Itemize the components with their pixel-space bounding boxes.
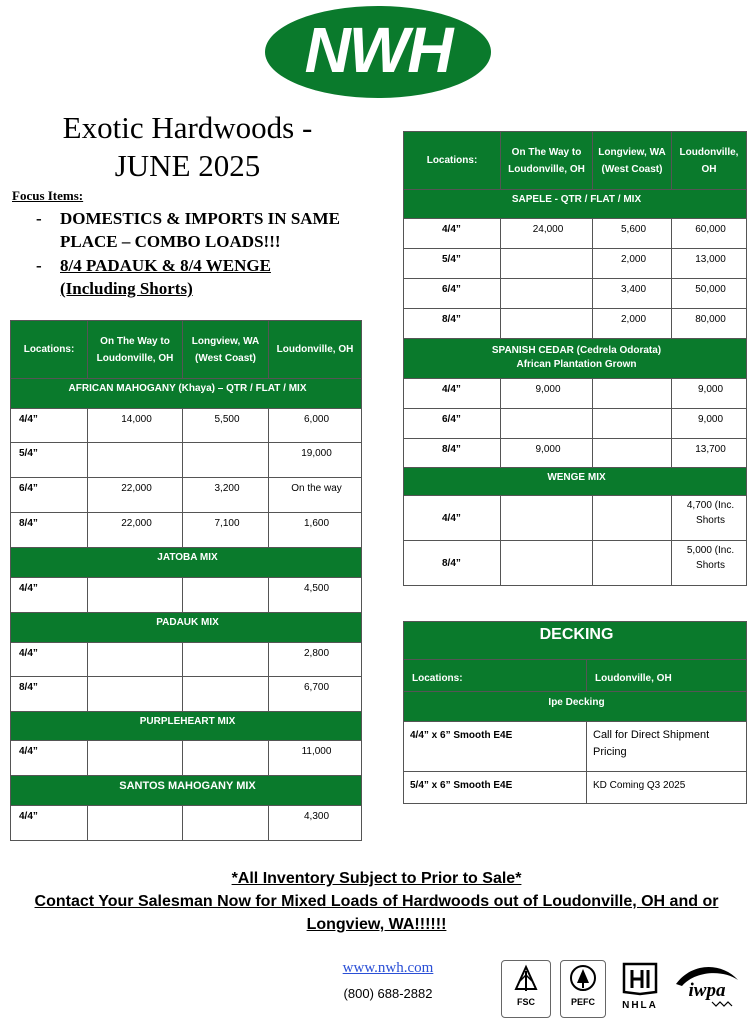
cell-loudonville: 13,700 <box>672 439 747 468</box>
col-header-on-the-way: On The Way to Loudonville, OH <box>501 132 593 190</box>
cell-longview: 2,000 <box>593 249 672 279</box>
focus-item-2-line2: (Including Shorts) <box>60 279 193 298</box>
focus-item-1-line2: PLACE – COMBO LOADS!!! <box>60 232 281 251</box>
cell-longview <box>593 496 672 541</box>
pefc-tree-icon <box>561 961 605 995</box>
row-size: 5/4” <box>11 443 88 478</box>
cell-longview: 3,400 <box>593 279 672 309</box>
cell-longview <box>183 741 269 776</box>
table-row <box>404 279 747 309</box>
table-row <box>11 806 362 841</box>
cell-loudonville: 13,000 <box>672 249 747 279</box>
cell-on-the-way: 14,000 <box>88 409 183 443</box>
section-sapele: SAPELE - QTR / FLAT / MIX <box>404 190 747 219</box>
row-size: 4/4” <box>11 741 88 776</box>
iwpa-label: iwpa <box>688 980 726 1001</box>
col-header-loudonville: Loudonville, OH <box>672 132 747 190</box>
row-size: 8/4” <box>11 677 88 712</box>
decking-location: Loudonville, OH <box>587 660 747 692</box>
decking-header-row <box>404 660 747 692</box>
cell-on-the-way: 9,000 <box>501 439 593 468</box>
focus-item-2-line1: 8/4 PADAUK & 8/4 WENGE <box>60 256 271 275</box>
table-row <box>404 409 747 439</box>
row-size: 5/4” <box>404 249 501 279</box>
cell-on-the-way <box>88 806 183 841</box>
cell-on-the-way <box>88 643 183 677</box>
table-row <box>11 478 362 513</box>
cell-loudonville: 4,300 <box>269 806 362 841</box>
cell-on-the-way <box>501 279 593 309</box>
cell-on-the-way: 22,000 <box>88 513 183 548</box>
row-size: 4/4” <box>11 578 88 613</box>
cell-on-the-way <box>88 578 183 613</box>
cell-longview <box>183 677 269 712</box>
cell-loudonville: 6,000 <box>269 409 362 443</box>
section-ipe-decking: Ipe Decking <box>404 692 747 722</box>
row-size: 4/4” <box>11 643 88 677</box>
row-size: 4/4” <box>11 806 88 841</box>
col-header-on-the-way: On The Way to Loudonville, OH <box>88 321 183 379</box>
cell-on-the-way: 22,000 <box>88 478 183 513</box>
table-row <box>404 496 747 541</box>
cell-longview: 5,600 <box>593 219 672 249</box>
decking-table <box>403 621 747 804</box>
cell-loudonville: 60,000 <box>672 219 747 249</box>
section-wenge: WENGE MIX <box>404 468 747 496</box>
table-row <box>11 513 362 548</box>
cell-longview <box>183 643 269 677</box>
cell-longview <box>593 409 672 439</box>
section-padauk: PADAUK MIX <box>11 613 362 643</box>
cell-longview: 7,100 <box>183 513 269 548</box>
notice-contact-line2: Longview, WA!!!!!! <box>306 916 447 933</box>
fsc-tree-icon <box>502 961 550 995</box>
cell-loudonville: 50,000 <box>672 279 747 309</box>
table-row <box>404 772 747 804</box>
table-row <box>11 409 362 443</box>
section-spanish-cedar: SPANISH CEDAR (Cedrela Odorata) African Plantation Grown <box>404 339 747 379</box>
table-row <box>404 541 747 586</box>
row-size: 6/4” <box>11 478 88 513</box>
row-size: 4/4” <box>404 219 501 249</box>
cell-on-the-way <box>501 496 593 541</box>
row-size: 4/4” x 6” Smooth E4E <box>404 722 587 772</box>
row-size: 6/4” <box>404 279 501 309</box>
row-size: 8/4” <box>404 439 501 468</box>
cell-loudonville: KD Coming Q3 2025 <box>587 772 747 804</box>
cell-loudonville: 6,700 <box>269 677 362 712</box>
left-inventory-table <box>10 320 362 841</box>
cell-loudonville: 1,600 <box>269 513 362 548</box>
row-size: 4/4” <box>404 379 501 409</box>
focus-item-1-line1: DOMESTICS & IMPORTS IN SAME <box>60 209 340 228</box>
bullet-dash: - <box>36 209 42 228</box>
phone-number: (800) 688-2882 <box>343 986 433 1001</box>
section-santos-mahogany: SANTOS MAHOGANY MIX <box>11 776 362 806</box>
cell-longview: 3,200 <box>183 478 269 513</box>
notice-subject-to-sale: *All Inventory Subject to Prior to Sale* <box>231 870 522 887</box>
table-row <box>11 741 362 776</box>
table-row <box>404 379 747 409</box>
cell-loudonville: On the way <box>269 478 362 513</box>
nhla-icon <box>620 962 660 996</box>
cell-on-the-way <box>501 309 593 339</box>
row-size: 8/4” <box>404 541 501 586</box>
cell-loudonville: 9,000 <box>672 409 747 439</box>
fsc-logo <box>501 960 551 1018</box>
table-row <box>404 249 747 279</box>
cell-longview: 5,500 <box>183 409 269 443</box>
row-size: 4/4” <box>11 409 88 443</box>
focus-heading: Focus Items: <box>12 188 84 203</box>
col-header-longview: Longview, WA (West Coast) <box>183 321 269 379</box>
table-row <box>404 219 747 249</box>
section-african-mahogany: AFRICAN MAHOGANY (Khaya) – QTR / FLAT / MIX <box>11 379 362 409</box>
table-row <box>404 439 747 468</box>
cell-loudonville: Call for Direct Shipment Pricing <box>587 722 747 772</box>
notice-contact-line1: Contact Your Salesman Now for Mixed Loads of Hardwoods out of Loudonville, OH and or <box>34 893 719 910</box>
cell-loudonville: 2,800 <box>269 643 362 677</box>
section-jatoba: JATOBA MIX <box>11 548 362 578</box>
cell-on-the-way <box>501 249 593 279</box>
cell-loudonville: 9,000 <box>672 379 747 409</box>
section-purpleheart: PURPLEHEART MIX <box>11 712 362 741</box>
right-inventory-table <box>403 131 747 586</box>
pefc-label: PEFC <box>570 997 595 1007</box>
fsc-label: FSC <box>517 997 535 1007</box>
table-row <box>11 443 362 478</box>
cell-loudonville: 11,000 <box>269 741 362 776</box>
page-title-line1: Exotic Hardwoods - <box>62 110 313 145</box>
cell-on-the-way <box>88 443 183 478</box>
cell-on-the-way <box>88 741 183 776</box>
decking-title: DECKING <box>404 622 747 660</box>
table-row <box>11 677 362 712</box>
cell-loudonville: 4,500 <box>269 578 362 613</box>
row-size: 8/4” <box>404 309 501 339</box>
row-size: 6/4” <box>404 409 501 439</box>
cell-loudonville: 5,000 (Inc. Shorts <box>672 541 747 586</box>
cell-on-the-way <box>88 677 183 712</box>
cell-longview: 2,000 <box>593 309 672 339</box>
page-title-line2: JUNE 2025 <box>114 148 261 183</box>
cell-on-the-way: 24,000 <box>501 219 593 249</box>
website-link[interactable]: www.nwh.com <box>342 960 434 976</box>
table-row <box>11 578 362 613</box>
col-header-longview: Longview, WA (West Coast) <box>593 132 672 190</box>
col-header-locations: Locations: <box>11 321 88 379</box>
cell-loudonville: 80,000 <box>672 309 747 339</box>
nwh-logo <box>265 6 491 98</box>
col-header-loudonville: Loudonville, OH <box>269 321 362 379</box>
cell-on-the-way <box>501 409 593 439</box>
cell-on-the-way <box>501 541 593 586</box>
cell-loudonville: 4,700 (Inc. Shorts <box>672 496 747 541</box>
table-row <box>404 722 747 772</box>
decking-locations-label: Locations: <box>404 660 587 692</box>
cell-longview <box>593 541 672 586</box>
table-header-row <box>11 321 362 379</box>
cell-loudonville: 19,000 <box>269 443 362 478</box>
row-size: 5/4” x 6” Smooth E4E <box>404 772 587 804</box>
col-header-locations: Locations: <box>404 132 501 190</box>
table-row <box>404 309 747 339</box>
nhla-label: NHLA <box>622 1000 658 1011</box>
cell-longview <box>183 443 269 478</box>
cell-longview <box>183 578 269 613</box>
cell-longview <box>593 379 672 409</box>
pefc-logo <box>560 960 606 1018</box>
table-row <box>11 643 362 677</box>
cell-longview <box>593 439 672 468</box>
bullet-dash: - <box>36 256 42 275</box>
table-header-row <box>404 132 747 190</box>
cell-longview <box>183 806 269 841</box>
row-size: 4/4” <box>404 496 501 541</box>
logo-text: NWH <box>304 14 452 86</box>
cell-on-the-way: 9,000 <box>501 379 593 409</box>
row-size: 8/4” <box>11 513 88 548</box>
